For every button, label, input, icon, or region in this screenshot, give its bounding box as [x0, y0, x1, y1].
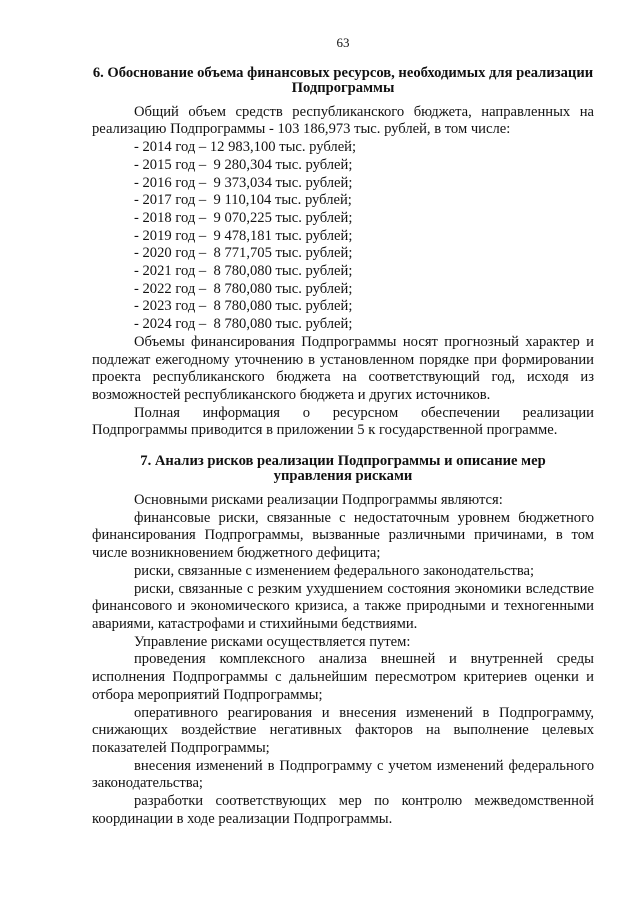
year-label: - 2024 год – — [134, 316, 214, 333]
year-label: - 2020 год – — [134, 245, 214, 262]
year-amount: 8 780,080 тыс. рублей; — [213, 263, 353, 280]
section-7-paragraph: риски, связанные с резким ухудшением состояния экономики вследствие финансового и экономического кризиса, а также природными и техногенными авариями, катастрофами и стихийными бедствиями. — [92, 580, 594, 632]
section-7-title-line1: 7. Анализ рисков реализации Подпрограммы и описание мер — [140, 453, 546, 470]
year-amount: 8 780,080 тыс. рублей; — [213, 298, 353, 315]
year-amount: 8 771,705 тыс. рублей; — [213, 245, 353, 262]
year-amount: 9 373,034 тыс. рублей; — [213, 174, 353, 191]
list-item — [134, 139, 594, 157]
year-label: - 2015 год – — [134, 156, 214, 173]
section-7-paragraph: разработки соответствующих мер по контролю межведомственной координации в ходе реализации Подпрограммы. — [92, 793, 594, 827]
list-item — [134, 157, 594, 175]
year-amount: 9 280,304 тыс. рублей; — [213, 156, 353, 173]
year-label: - 2022 год – — [134, 280, 214, 297]
list-item — [134, 298, 594, 316]
section-7-paragraph: финансовые риски, связанные с недостаточным уровнем бюджетного финансирования Подпрограммы, вызванные различными причинами, в том числе возникновением бюджетного дефицита; — [92, 509, 594, 562]
section-7-title-line2: управления рисками — [273, 468, 413, 485]
section-6-title-line1: 6. Обоснование объема финансовых ресурсов, необходимых для реализации — [92, 64, 594, 81]
year-amount: 9 070,225 тыс. рублей; — [213, 209, 353, 226]
year-label: - 2023 год – — [134, 298, 214, 315]
year-amount: 9 110,104 тыс. рублей; — [213, 192, 352, 209]
section-7-paragraph: оперативного реагирования и внесения изменений в Подпрограмму, снижающих воздействие негативных факторов на выполнение целевых показателей Подпрограммы; — [92, 704, 594, 756]
section-7-title — [92, 454, 594, 484]
section-6-forecast-paragraph: Объемы финансирования Подпрограммы носят прогнозный характер и подлежат ежегодному уточнению в установленном порядке при формировании проекта республиканского бюджета на соответствующий год, исходя из возможностей республиканского бюджета и других источников. — [92, 333, 594, 403]
section-6-full-info-paragraph: Полная информация о ресурсном обеспечении реализации Подпрограммы приводится в приложении 5 к государственной программе. — [92, 404, 594, 439]
year-amount: 9 478,181 тыс. рублей; — [213, 227, 353, 244]
year-amount: 8 780,080 тыс. рублей; — [213, 280, 353, 297]
year-label: - 2016 год – — [134, 174, 214, 191]
section-7-paragraph: Управление рисками осуществляется путем: — [134, 633, 411, 650]
year-amount: 8 780,080 тыс. рублей; — [213, 316, 353, 333]
section-6-intro: Общий объем средств республиканского бюджета, направленных на реализацию Подпрограммы - 103 186,973 тыс. рублей, в том числе: — [92, 103, 594, 138]
year-label: - 2019 год – — [134, 227, 214, 244]
page-number: 63 — [336, 35, 350, 50]
year-label: - 2021 год – — [134, 263, 214, 280]
list-item — [134, 263, 594, 281]
list-item — [134, 210, 594, 228]
year-label: - 2017 год – — [134, 192, 214, 209]
year-label: - 2014 год – — [134, 139, 210, 156]
list-item — [134, 316, 594, 334]
section-6-title — [92, 66, 594, 96]
list-item — [134, 228, 594, 246]
section-7-paragraph: Основными рисками реализации Подпрограммы являются: — [134, 492, 503, 509]
section-7-paragraph: риски, связанные с изменением федерального законодательства; — [134, 562, 535, 579]
year-label: - 2018 год – — [134, 209, 214, 226]
section-7-paragraph: проведения комплексного анализа внешней и внутренней среды исполнения Подпрограммы с дальнейшим пересмотром критериев оценки и отбора мероприятий Подпрограммы; — [92, 651, 594, 703]
list-item — [134, 281, 594, 299]
year-amount: 12 983,100 тыс. рублей; — [209, 139, 357, 156]
section-6-title-line2: Подпрограммы — [291, 79, 395, 96]
list-item — [134, 245, 594, 263]
list-item — [134, 192, 594, 210]
funding-by-year-list — [92, 139, 594, 334]
section-7-paragraph: внесения изменений в Подпрограмму с учетом изменений федерального законодательства; — [92, 757, 594, 792]
list-item — [134, 175, 594, 193]
